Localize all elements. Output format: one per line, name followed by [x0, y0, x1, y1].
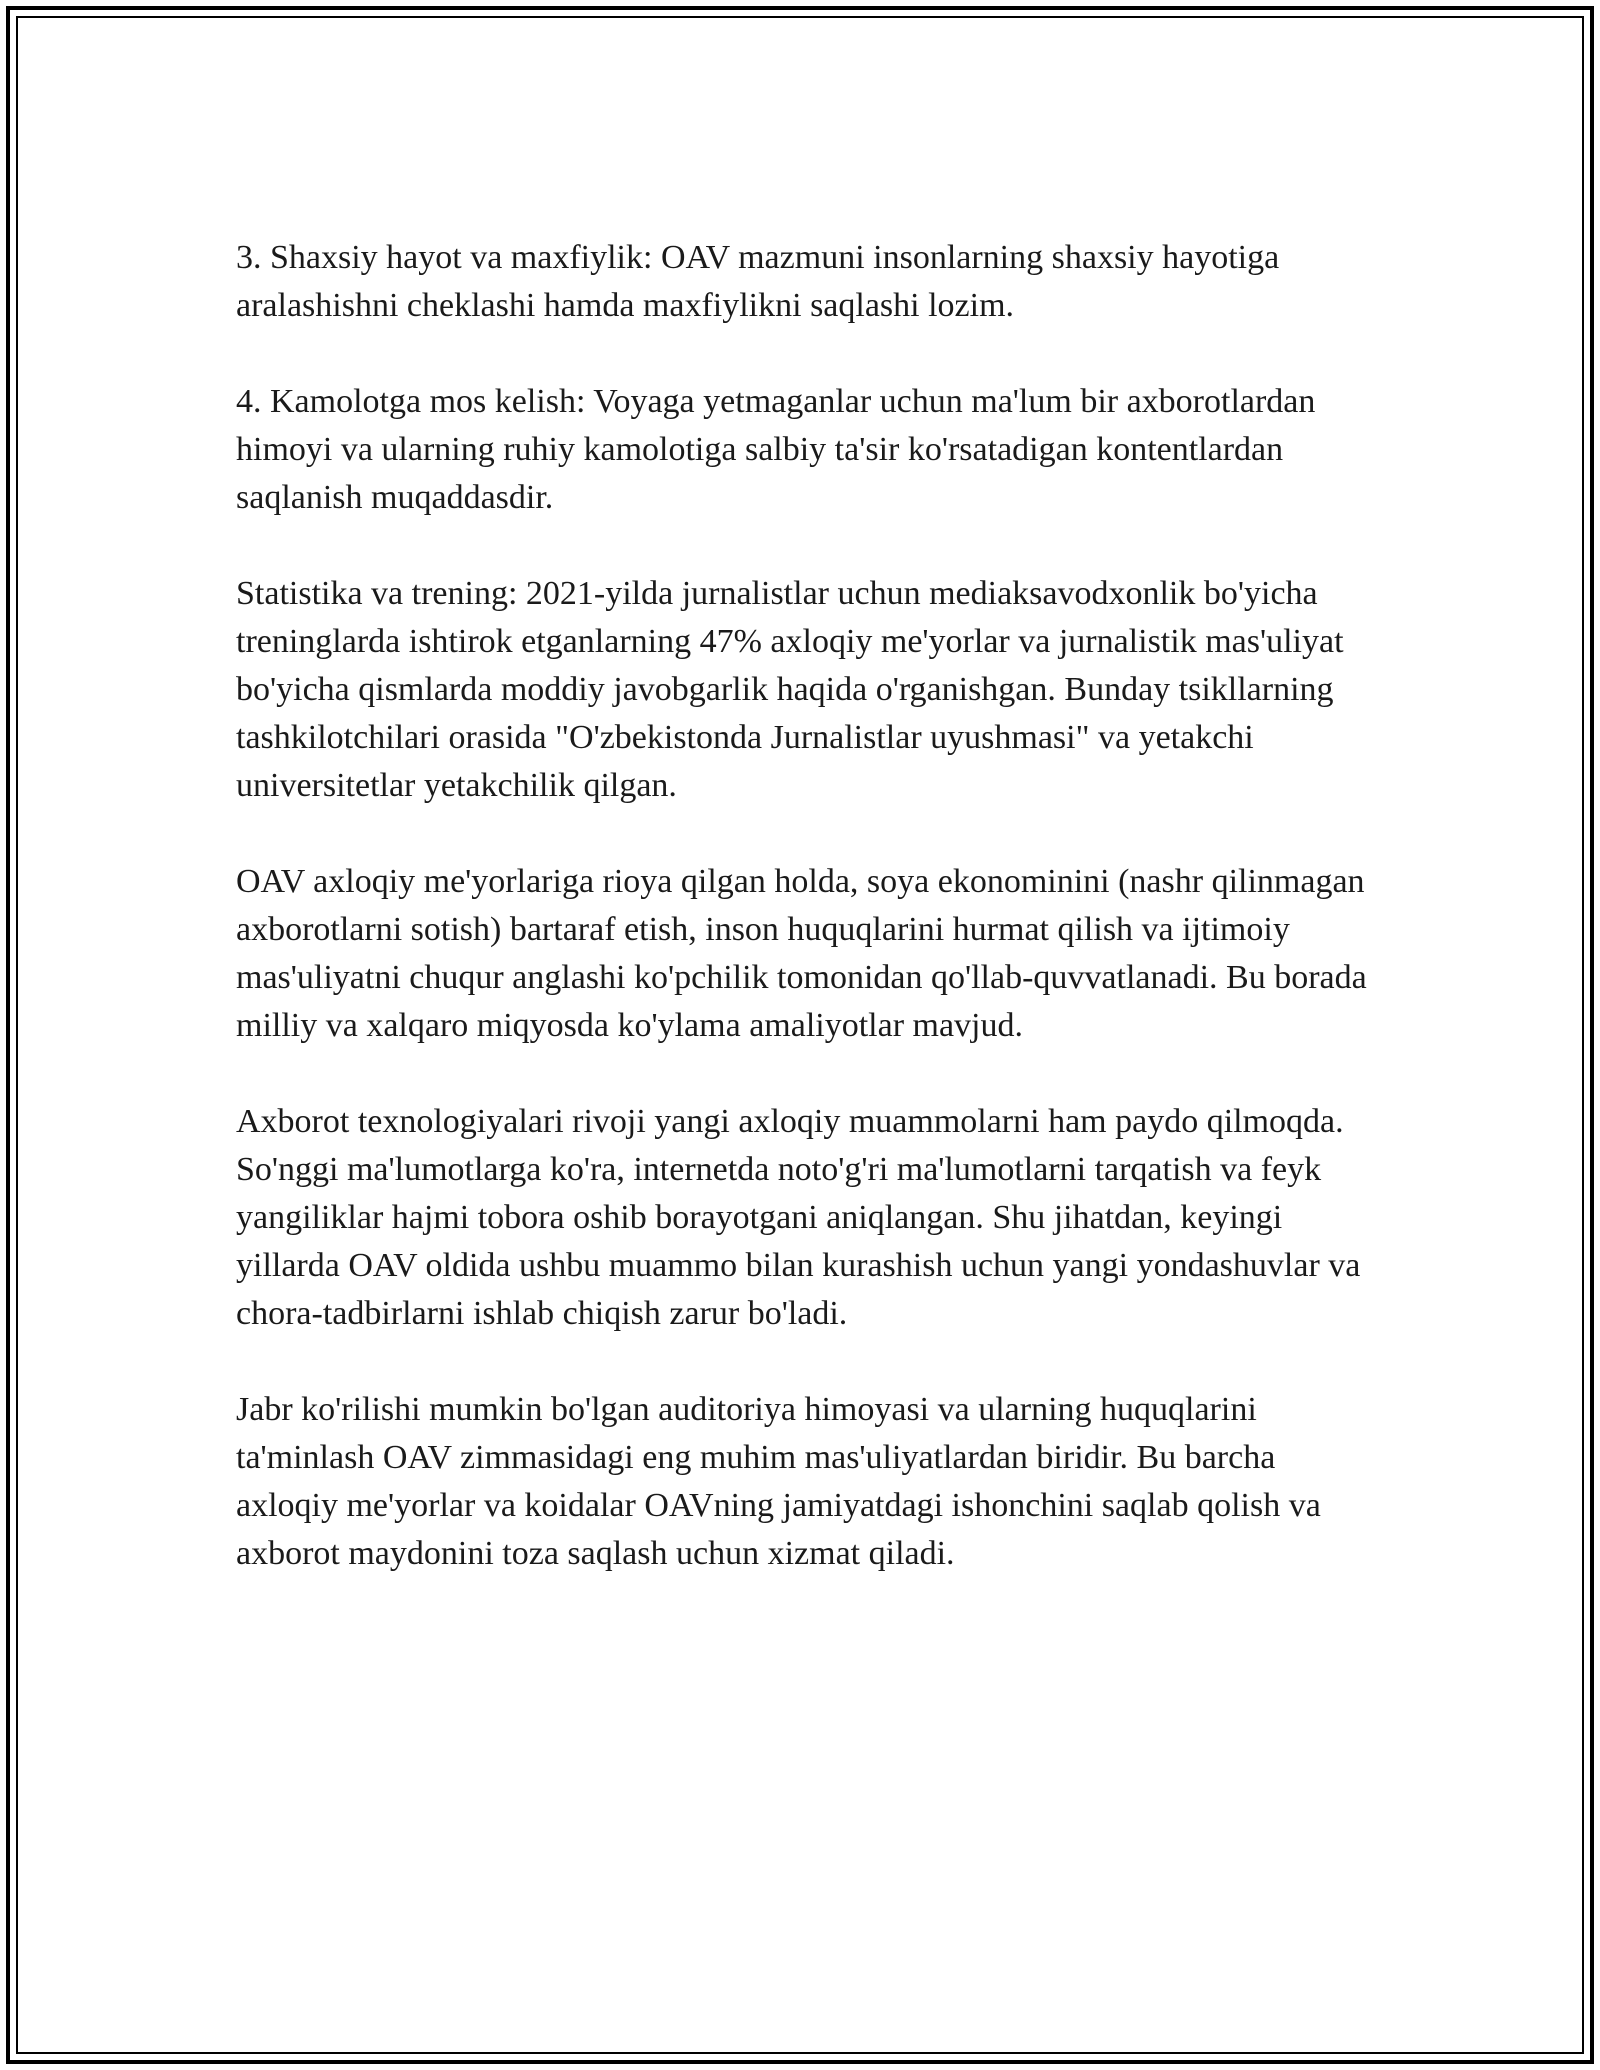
paragraph-statistics-training: Statistika va trening: 2021-yilda jurnalistlar uchun mediaksavodxonlik bo'yicha treninglarda ishtirok etganlarning 47% axloqiy me'yorlar va jurnalistik mas'uliyat bo'yicha qismlarda moddiy javobgarlik haqida o'rganishgan. Bunday tsikllarning tashkilotchilari orasida "O'zbekistonda Jurnalistlar uyushmasi" va yetakchi universitetlar yetakchilik qilgan.	[236, 575, 1344, 804]
paragraph-maturity: 4. Kamolotga mos kelish: Voyaga yetmaganlar uchun ma'lum bir axborotlardan himoyi va ularning ruhiy kamolotiga salbiy ta'sir ko'rsatadigan kontentlardan saqlanish muqaddasdir.	[236, 383, 1316, 516]
document-body	[236, 234, 1381, 1578]
paragraph-audience-protection: Jabr ko'rilishi mumkin bo'lgan auditoriya himoyasi va ularning huquqlarini ta'minlash OAV zimmasidagi eng muhim mas'uliyatlardan biridir. Bu barcha axloqiy me'yorlar va koidalar OAVning jamiyatdagi ishonchini saqlab qolish va axborot maydonini toza saqlash uchun xizmat qiladi.	[236, 1391, 1321, 1572]
paragraph-ethical-norms: OAV axloqiy me'yorlariga rioya qilgan holda, soya ekonominini (nashr qilinmagan axborotlarni sotish) bartaraf etish, inson huquqlarini hurmat qilish va ijtimoiy mas'uliyatni chuqur anglashi ko'pchilik tomonidan qo'llab-quvvatlanadi. Bu borada milliy va xalqaro miqyosda ko'ylama amaliyotlar mavjud.	[236, 863, 1367, 1044]
paragraph-privacy: 3. Shaxsiy hayot va maxfiylik: OAV mazmuni insonlarning shaxsiy hayotiga aralashishni cheklashi hamda maxfiylikni saqlashi lozim.	[236, 239, 1280, 324]
paragraph-information-technology: Axborot texnologiyalari rivoji yangi axloqiy muammolarni ham paydo qilmoqda. So'nggi ma'lumotlarga ko'ra, internetda noto'g'ri ma'lumotlarni tarqatish va feyk yangiliklar hajmi tobora oshib borayotgani aniqlangan. Shu jihatdan, keyingi yillarda OAV oldida ushbu muammo bilan kurashish uchun yangi yondashuvlar va chora-tadbirlarni ishlab chiqish zarur bo'ladi.	[236, 1103, 1361, 1332]
